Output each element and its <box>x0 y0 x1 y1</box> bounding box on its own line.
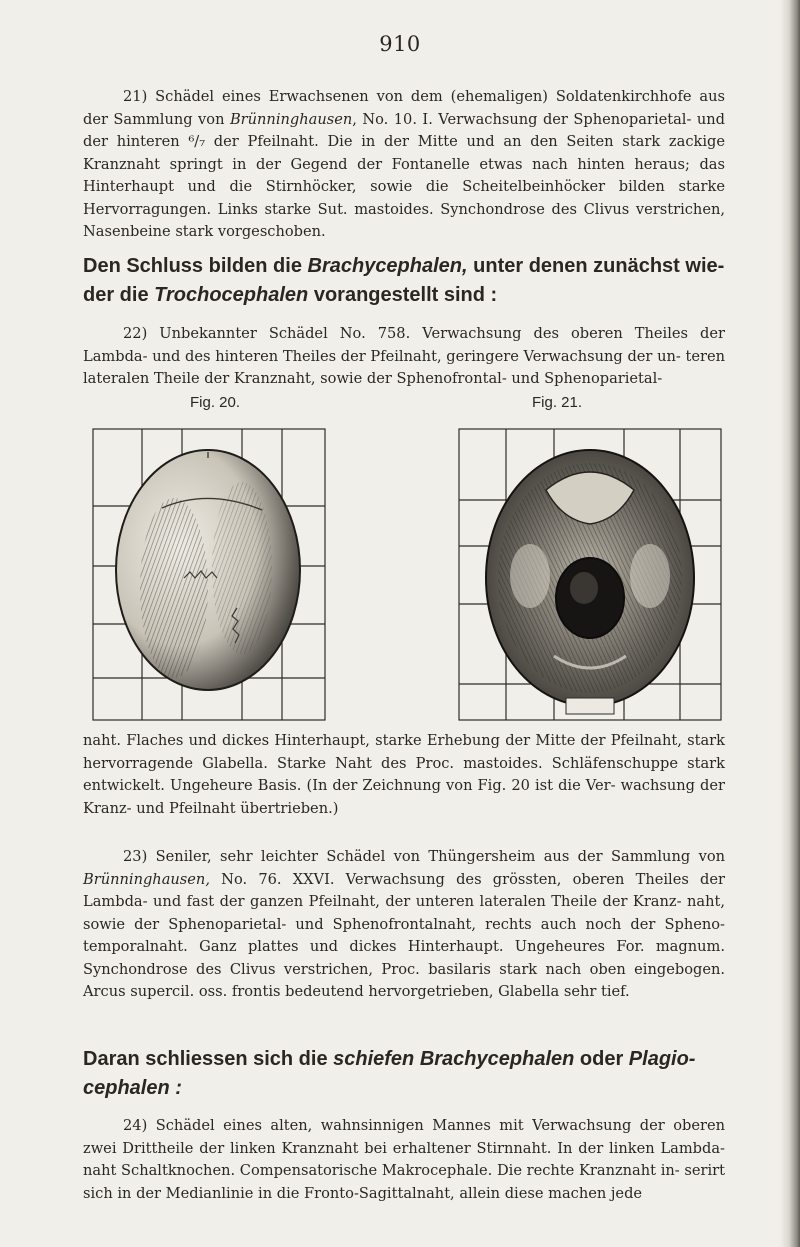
fig-21-label: Fig. 21. <box>532 394 583 411</box>
item-number: 24) <box>123 1117 148 1134</box>
paragraph-23: 23) Seniler, sehr leichter Schädel von Thüngersheim aus der Sammlung von Brünninghausen, No. 76. XXVI. Verwachsung des grössten, oberen Theiles der Lambda- und fast der ganzen Pfeilnaht, der unteren lateralen Theile der Kranz- naht, sowie der Sphenoparietal- und Sphenofrontalnaht, rechts auch noch der Spheno- temporalnaht. Ganz plattes und dickes Hinterhaupt. Ungeheures For. magnum. Synchondrose des Clivus verstrichen, Proc. basilaris stark nach oben eingebogen. Arcus supercil. oss. frontis bedeutend hervorgetrieben, Glabella sehr tief. <box>83 848 726 1000</box>
page-number: 910 <box>379 32 421 56</box>
item-number: 21) <box>123 88 148 105</box>
item-number: 23) <box>123 848 148 865</box>
section-heading-plagiocephalen: Daran schliessen sich die schiefen Brachycephalen oder Plagio- cephalen : <box>83 1048 696 1099</box>
skull-base-illustration <box>458 428 722 722</box>
page-edge-shadow <box>780 0 800 1247</box>
figure-20-skull-top-view <box>92 428 326 722</box>
paragraph-24: 24) Schädel eines alten, wahnsinnigen Mannes mit Verwachsung der oberen zwei Drittheile der linken Kranznaht bei erhaltener Stirnnaht. In der linken Lambda- naht Schaltknochen. Compensatorische Makrocephale. Die rechte Kranznaht in- serirt sich in der Medianlinie in die Fronto-Sagittalnaht, allein diese machen jede <box>83 1117 725 1202</box>
paragraph-22: 22) Unbekannter Schädel No. 758. Verwachsung des oberen Theiles der Lambda- und des hinteren Theiles der Pfeilnaht, geringere Verwachsung der un- teren lateralen Theile der Kranznaht, sowie der Sphenofrontal- und Sphenoparietal- <box>83 325 725 387</box>
figure-21-skull-base-view <box>458 428 722 722</box>
skull-top-illustration <box>92 428 326 722</box>
section-heading-brachycephalen: Den Schluss bilden die Brachycephalen, unter denen zunächst wie- der die Trochocephalen vorangestellt sind : <box>83 255 725 306</box>
paragraph-21: 21) Schädel eines Erwachsenen von dem (ehemaligen) Soldatenkirchhofe aus der Sammlung von Brünninghausen, No. 10. I. Verwachsung der Sphenoparietal- und der hinteren ⁶/₇ der Pfeilnaht. Die in der Mitte und an den Seiten stark zackige Kranznaht springt in der Gegend der Fontanelle etwas nach hinten heraus; das Hinterhaupt und die Stirnhöcker, sowie die Scheitelbeinhöcker bilden starke Hervorragungen. Links starke Sut. mastoides. Synchondrose des Clivus verstrichen, Nasenbeine stark vorgeschoben. <box>83 88 725 240</box>
paragraph-22-continued: naht. Flaches und dickes Hinterhaupt, starke Erhebung der Mitte der Pfeilnaht, stark hervorragende Glabella. Starke Naht des Proc. mastoides. Schläfenschuppe stark entwickelt. Ungeheure Basis. (In der Zeichnung von Fig. 20 ist die Ver- wachsung der Kranz- und Pfeilnaht übertrieben.) <box>83 732 725 817</box>
collection-reference: Brünninghausen, <box>83 870 210 888</box>
item-number: 22) <box>123 325 148 342</box>
fig-20-label: Fig. 20. <box>190 394 241 411</box>
collection-reference: Brünninghausen <box>229 110 353 128</box>
